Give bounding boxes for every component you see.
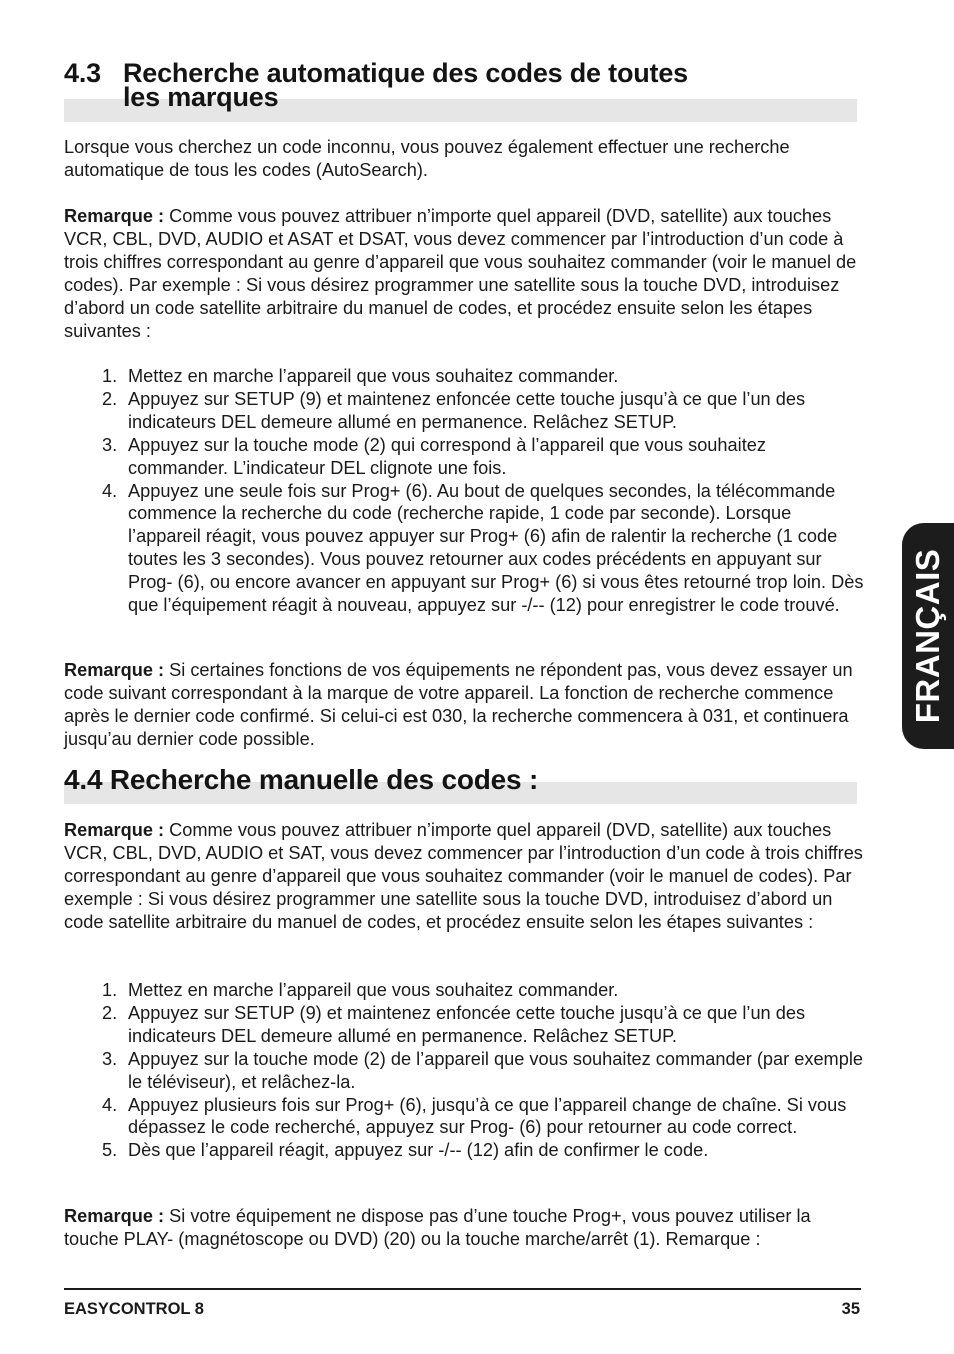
language-tab-label: FRANÇAIS <box>909 548 946 724</box>
section-4-3-intro <box>64 136 864 182</box>
note-label: Remarque : <box>64 1206 165 1226</box>
step-number: 3. <box>102 1048 118 1069</box>
list-item <box>64 1002 864 1048</box>
section-title: 4.4 Recherche manuelle des codes : <box>64 764 539 795</box>
step-text: Mettez en marche l’appareil que vous souhaitez commander. <box>128 366 619 386</box>
step-number: 4. <box>102 480 118 501</box>
step-number: 2. <box>102 388 118 409</box>
note-label: Remarque : <box>64 820 165 840</box>
step-number: 1. <box>102 980 118 1000</box>
step-number: 3. <box>102 434 118 455</box>
step-text: Appuyez plusieurs fois sur Prog+ (6), jusqu’à ce que l’appareil change de chaîne. Si vous dépassez le code recherché, appuyez sur Prog- (6) pour retourner au code correct. <box>128 1094 847 1138</box>
section-4-3-note1 <box>64 205 864 342</box>
step-text: Dès que l’appareil réagit, appuyez sur -/-- (12) afin de confirmer le code. <box>128 1140 709 1161</box>
step-number: 5. <box>102 1140 118 1161</box>
note-label: Remarque : <box>64 660 165 680</box>
step-text: Appuyez sur SETUP (9) et maintenez enfoncée cette touche jusqu’à ce que l’un des indicateurs DEL demeure allumé en permanence. Relâchez SETUP. <box>128 1002 806 1046</box>
step-number: 2. <box>102 1002 118 1023</box>
intro-paragraph: Lorsque vous cherchez un code inconnu, vous pouvez également effectuer une recherche automatique de tous les codes (AutoSearch). <box>64 137 790 180</box>
note-label: Remarque : <box>64 206 165 226</box>
list-item <box>64 365 864 388</box>
step-text: Appuyez une seule fois sur Prog+ (6). Au bout de quelques secondes, la télécommande commence la recherche du code (recherche rapide, 1 code par seconde). Lorsque l’appareil réagit, vous pouvez appuyer sur Prog+ (6) afin de ralentir la recherche (1 code toutes les 3 secondes). Vous pouvez retourner aux codes précédents en appuyant sur Prog- (6), ou encore avancer en appuyant sur Prog+ (6) si vous êtes retourné trop loin. Dès que l’équipement réagit à nouveau, appuyez sur -/-- (12) pour enregistrer le code trouvé. <box>128 480 864 616</box>
section-number: 4.3 <box>64 58 101 88</box>
footer-product-name: EASYCONTROL 8 <box>64 1300 204 1318</box>
section-title-line1: Recherche automatique des codes de toutes <box>123 58 688 88</box>
step-text: Appuyez sur la touche mode (2) qui correspond à l’appareil que vous souhaitez commander. L’indicateur DEL clignote une fois. <box>128 434 766 478</box>
list-item <box>64 1094 864 1140</box>
section-title-line2: les marques <box>123 82 279 112</box>
section-4-4-steps <box>64 979 864 1162</box>
note-text: Si votre équipement ne dispose pas d’une touche Prog+, vous pouvez utiliser la touche PLAY- (magnétoscope ou DVD) (20) ou la touche marche/arrêt (1). Remarque : <box>64 1206 811 1249</box>
list-item <box>64 388 864 434</box>
section-4-4-note2 <box>64 1205 864 1251</box>
footer-divider <box>64 1288 861 1290</box>
note-text: Si certaines fonctions de vos équipements ne répondent pas, vous devez essayer un code suivant correspondant à la marque de votre appareil. La fonction de recherche commence après le dernier code confirmé. Si celui-ci est 030, la recherche commencera à 031, et continuera jusqu’au dernier code possible. <box>64 660 853 749</box>
step-number: 1. <box>102 366 118 386</box>
list-item <box>64 1139 864 1162</box>
section-4-4-note1 <box>64 819 864 934</box>
step-text: Appuyez sur SETUP (9) et maintenez enfoncée cette touche jusqu’à ce que l’un des indicateurs DEL demeure allumé en permanence. Relâchez SETUP. <box>128 388 806 432</box>
list-item <box>64 434 864 480</box>
list-item <box>64 979 864 1002</box>
section-4-3-note2 <box>64 659 864 751</box>
note-text: Comme vous pouvez attribuer n’importe quel appareil (DVD, satellite) aux touches VCR, CBL, DVD, AUDIO et ASAT et DSAT, vous devez commencer par l’introduction d’un code à trois chiffres correspondant au genre d’appareil que vous souhaitez commander (voir le manuel de codes). Par exemple : Si vous désirez programmer une satellite sous la touche DVD, introduisez d’abord un code satellite arbitraire du manuel de codes, et procédez ensuite selon les étapes suivantes : <box>64 206 857 341</box>
footer-page-number: 35 <box>841 1300 860 1318</box>
section-4-4-heading <box>64 764 857 806</box>
step-text: Mettez en marche l’appareil que vous souhaitez commander. <box>128 980 619 1000</box>
language-tab <box>902 523 954 749</box>
section-4-3-steps <box>64 365 864 617</box>
list-item <box>64 480 864 617</box>
section-4-3-heading <box>64 58 857 123</box>
note-text: Comme vous pouvez attribuer n’importe quel appareil (DVD, satellite) aux touches VCR, CBL, DVD, AUDIO et SAT, vous devez commencer par l’introduction d’un code à trois chiffres correspondant au genre d’appareil que vous souhaitez commander (voir le manuel de codes). Par exemple : Si vous désirez programmer une satellite sous la touche DVD, introduisez d’abord un code satellite arbitraire du manuel de codes, et procédez ensuite selon les étapes suivantes : <box>64 820 863 932</box>
step-number: 4. <box>102 1094 118 1115</box>
list-item <box>64 1048 864 1094</box>
step-text: Appuyez sur la touche mode (2) de l’appareil que vous souhaitez commander (par exemple le téléviseur), et relâchez-la. <box>128 1048 863 1092</box>
